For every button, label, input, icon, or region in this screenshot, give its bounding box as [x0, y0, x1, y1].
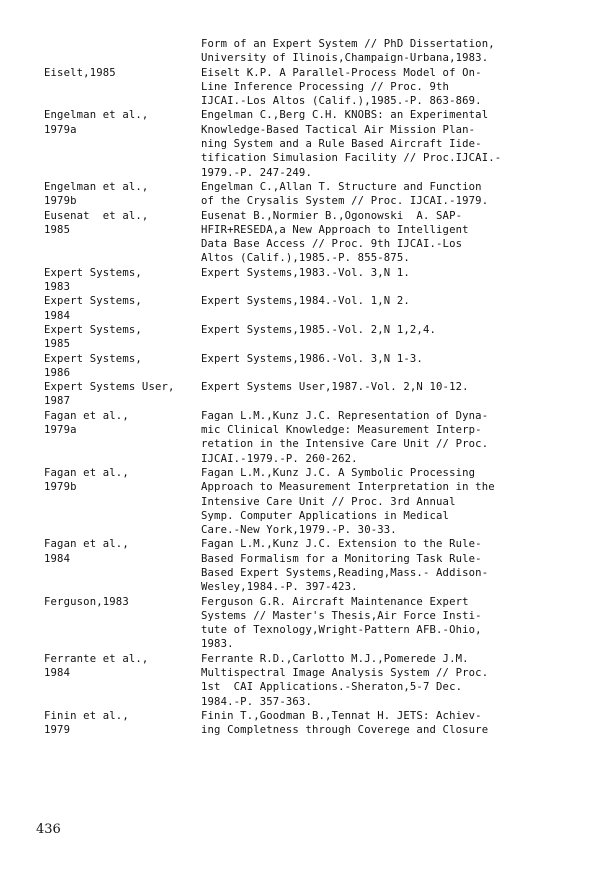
- reference-key: [44, 294, 201, 323]
- reference-key-line: Fagan et al.,: [44, 409, 129, 422]
- reference-text: [201, 323, 564, 352]
- reference-text-line: Fagan L.M.,Kunz J.C. Representation of Dyna-: [201, 409, 489, 422]
- reference-text: [201, 294, 564, 323]
- reference-entry: [44, 209, 564, 266]
- reference-text: [201, 108, 564, 179]
- reference-key-line: Expert Systems,: [44, 266, 142, 279]
- reference-text-line: Finin T.,Goodman B.,Tennat H. JETS: Achiev-: [201, 709, 482, 722]
- reference-entry: [44, 180, 564, 209]
- reference-text: [201, 409, 564, 466]
- reference-text-line: Expert Systems User,1987.-Vol. 2,N 10-12.: [201, 381, 469, 394]
- reference-entry: [44, 323, 564, 352]
- reference-text-line: mic Clinical Knowledge: Measurement Interp-: [201, 424, 482, 437]
- reference-key: [44, 266, 201, 295]
- reference-entry: [44, 266, 564, 295]
- reference-key-line: 1979b: [44, 481, 77, 494]
- reference-key: [44, 466, 201, 537]
- reference-text-line: Fagan L.M.,Kunz J.C. Extension to the Rule-: [201, 538, 482, 551]
- reference-list: [44, 37, 564, 738]
- reference-text-line: Expert Systems,1986.-Vol. 3,N 1-3.: [201, 352, 423, 365]
- reference-text-line: Multispectral Image Analysis System // Proc.: [201, 667, 489, 680]
- reference-key: [44, 537, 201, 594]
- reference-key: [44, 409, 201, 466]
- reference-text: [201, 466, 564, 537]
- reference-key-line: Fagan et al.,: [44, 538, 129, 551]
- reference-text: [201, 266, 564, 295]
- reference-key-line: 1984: [44, 667, 71, 680]
- reference-text: [201, 595, 564, 652]
- reference-entry: [44, 37, 564, 66]
- reference-key-line: Expert Systems,: [44, 295, 142, 308]
- reference-text-line: Altos (Calif.),1985.-P. 855-875.: [201, 252, 410, 265]
- reference-entry: [44, 294, 564, 323]
- reference-text: [201, 709, 564, 738]
- reference-text-line: tification Simulasion Facility // Proc.IJCAI.-: [201, 152, 502, 165]
- reference-key-line: Expert Systems,: [44, 352, 142, 365]
- reference-key-line: Eiselt,1985: [44, 66, 116, 79]
- reference-key: [44, 180, 201, 209]
- reference-text-line: Engelman C.,Berg C.H. KNOBS: an Experimental: [201, 109, 489, 122]
- reference-key: [44, 108, 201, 179]
- reference-entry: [44, 409, 564, 466]
- reference-text: [201, 537, 564, 594]
- reference-text-line: Expert Systems,1983.-Vol. 3,N 1.: [201, 266, 410, 279]
- reference-entry: [44, 66, 564, 109]
- reference-text-line: tute of Texnology,Wright-Pattern AFB.-Ohio,: [201, 624, 482, 637]
- reference-text-line: University of Ilinois,Champaign-Urbana,1983.: [201, 52, 489, 65]
- reference-key: [44, 66, 201, 109]
- reference-text-line: IJCAI.-1979.-P. 260-262.: [201, 452, 358, 465]
- reference-text: [201, 66, 564, 109]
- reference-text-line: Line Inference Processing // Proc. 9th: [201, 80, 450, 93]
- reference-text-line: Intensive Care Unit // Proc. 3rd Annual: [201, 495, 456, 508]
- reference-text-line: Eiselt K.P. A Parallel-Process Model of On-: [201, 66, 482, 79]
- reference-text-line: HFIR+RESEDA,a New Approach to Intelligent: [201, 223, 469, 236]
- reference-key-line: 1987: [44, 395, 71, 408]
- reference-key-line: Expert Systems,: [44, 323, 142, 336]
- reference-text-line: Knowledge-Based Tactical Air Mission Plan-: [201, 123, 476, 136]
- reference-text-line: 1984.-P. 357-363.: [201, 695, 312, 708]
- reference-key-line: 1979: [44, 724, 71, 737]
- reference-key-line: 1979a: [44, 424, 77, 437]
- reference-text-line: Based Expert Systems,Reading,Mass.- Addison-: [201, 566, 489, 579]
- reference-text-line: Ferrante R.D.,Carlotto M.J.,Pomerede J.M.: [201, 652, 469, 665]
- reference-key-line: 1984: [44, 552, 71, 565]
- reference-key-line: 1984: [44, 309, 71, 322]
- reference-text-line: Engelman C.,Allan T. Structure and Function: [201, 180, 482, 193]
- reference-key-line: Ferguson,1983: [44, 595, 129, 608]
- reference-text-line: Eusenat B.,Normier B.,Ogonowski A. SAP-: [201, 209, 463, 222]
- reference-text-line: Fagan L.M.,Kunz J.C. A Symbolic Processing: [201, 466, 476, 479]
- reference-text-line: Approach to Measurement Interpretation in the: [201, 481, 495, 494]
- reference-key-line: Fagan et al.,: [44, 466, 129, 479]
- reference-text-line: Expert Systems,1984.-Vol. 1,N 2.: [201, 295, 410, 308]
- reference-text-line: ing Completness through Coverege and Closure: [201, 724, 489, 737]
- reference-entry: [44, 466, 564, 537]
- reference-text: [201, 180, 564, 209]
- reference-entry: [44, 709, 564, 738]
- reference-key: [44, 352, 201, 381]
- reference-text-line: Form of an Expert System // PhD Dissertation,: [201, 38, 495, 50]
- reference-key-line: Expert Systems User,: [44, 381, 175, 394]
- reference-key-line: Finin et al.,: [44, 709, 129, 722]
- reference-text-line: Symp. Computer Applications in Medical: [201, 509, 450, 522]
- reference-text: [201, 37, 564, 66]
- reference-key: [44, 595, 201, 652]
- reference-key-line: 1986: [44, 366, 71, 379]
- reference-entry: [44, 108, 564, 179]
- reference-text: [201, 380, 564, 409]
- reference-key: [44, 209, 201, 266]
- reference-text-line: Ferguson G.R. Aircraft Maintenance Expert: [201, 595, 469, 608]
- reference-key: [44, 380, 201, 409]
- reference-text-line: ning System and a Rule Based Aircraft Iide-: [201, 138, 482, 151]
- reference-key-line: 1983: [44, 281, 71, 294]
- reference-text-line: Wesley,1984.-P. 397-423.: [201, 581, 358, 594]
- reference-entry: [44, 652, 564, 709]
- reference-key-line: 1985: [44, 338, 71, 351]
- reference-text-line: Data Base Access // Proc. 9th IJCAI.-Los: [201, 238, 463, 251]
- reference-key: [44, 323, 201, 352]
- reference-key: [44, 709, 201, 738]
- reference-text-line: Systems // Master's Thesis,Air Force Insti-: [201, 609, 482, 622]
- reference-text-line: of the Crysalis System // Proc. IJCAI.-1979.: [201, 195, 489, 208]
- reference-entry: [44, 537, 564, 594]
- reference-text: [201, 209, 564, 266]
- reference-text-line: IJCAI.-Los Altos (Calif.),1985.-P. 863-869.: [201, 95, 482, 108]
- reference-text: [201, 352, 564, 381]
- reference-key-line: Ferrante et al.,: [44, 652, 149, 665]
- reference-text-line: 1st CAI Applications.-Sheraton,5-7 Dec.: [201, 681, 463, 694]
- reference-text-line: retation in the Intensive Care Unit // Proc.: [201, 438, 489, 451]
- reference-text-line: Care.-New York,1979.-P. 30-33.: [201, 524, 397, 537]
- reference-key-line: 1979b: [44, 195, 77, 208]
- reference-text: [201, 652, 564, 709]
- reference-key-line: Eusenat et al.,: [44, 209, 149, 222]
- reference-entry: [44, 352, 564, 381]
- reference-text-line: Expert Systems,1985.-Vol. 2,N 1,2,4.: [201, 323, 437, 336]
- reference-text-line: Based Formalism for a Monitoring Task Rule-: [201, 552, 482, 565]
- reference-entry: [44, 380, 564, 409]
- reference-text-line: 1979.-P. 247-249.: [201, 166, 312, 179]
- reference-entry: [44, 595, 564, 652]
- reference-key-line: Engelman et al.,: [44, 109, 149, 122]
- reference-key-line: 1985: [44, 223, 71, 236]
- page-number: 436: [36, 822, 61, 837]
- reference-key-line: 1979a: [44, 123, 77, 136]
- reference-key: [44, 652, 201, 709]
- reference-key: [44, 37, 201, 66]
- reference-text-line: 1983.: [201, 638, 234, 651]
- reference-key-line: Engelman et al.,: [44, 180, 149, 193]
